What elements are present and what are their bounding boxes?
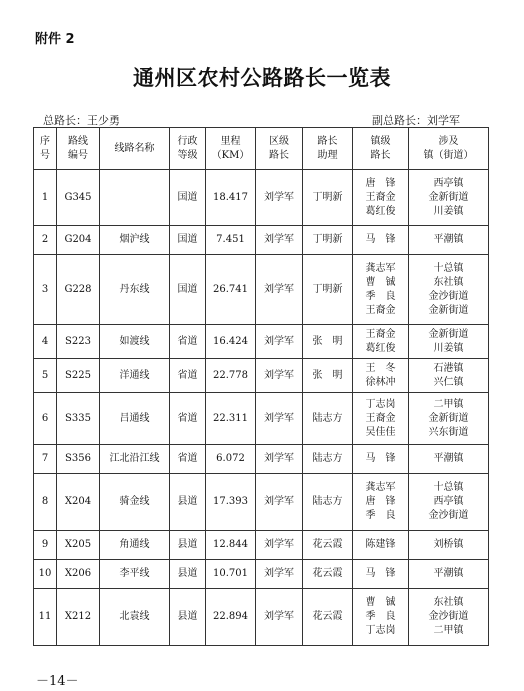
admin-grade-cell: 县道 [170, 474, 206, 531]
route-name-cell: 如渡线 [100, 325, 170, 359]
town-leader: 葛红俊 [365, 205, 396, 217]
header-text: 涉及 [438, 135, 459, 147]
col-admin-grade-header [170, 128, 206, 170]
header-text: 镇（街道） [423, 149, 474, 161]
town-name: 金沙街道 [428, 290, 469, 302]
town-name: 东社镇 [433, 276, 464, 288]
town-name: 金沙街道 [428, 510, 469, 521]
route-name-cell: 北袁线 [100, 589, 170, 646]
route-name-cell: 骑金线 [100, 474, 170, 531]
mileage-cell: 22.778 [206, 359, 256, 393]
route-code-cell: X206 [57, 560, 100, 589]
mileage-cell: 16.424 [206, 325, 256, 359]
route-name-cell: 丹东线 [100, 255, 170, 325]
district-leader-cell: 刘学军 [256, 393, 303, 445]
town-name: 二甲镇 [433, 398, 464, 410]
route-name-cell: 江北沿江线 [100, 445, 170, 474]
town-leader: 唐 锋 [365, 177, 396, 189]
town-leader: 葛红俊 [365, 342, 396, 354]
road-assistant-cell: 陆志方 [303, 445, 353, 474]
town-leader: 王裔金 [365, 328, 396, 340]
town-leader: 马 锋 [365, 453, 396, 464]
col-assistant-header [303, 128, 353, 170]
mileage-cell: 18.417 [206, 170, 256, 226]
town-name: 二甲镇 [433, 625, 464, 636]
town-leader: 曹 铖 [365, 597, 396, 608]
road-assistant-cell: 丁明新 [303, 170, 353, 226]
table-row [34, 226, 489, 255]
header-text: 路长 [317, 135, 338, 147]
route-code-cell: S335 [57, 393, 100, 445]
header-text: 号 [40, 149, 50, 161]
row-number-cell: 9 [34, 531, 57, 560]
admin-grade-cell: 国道 [170, 255, 206, 325]
district-leader-cell: 刘学军 [256, 531, 303, 560]
col-district-leader-header [256, 128, 303, 170]
route-code-cell: S223 [57, 325, 100, 359]
town-name: 平潮镇 [433, 453, 464, 464]
road-assistant-cell: 丁明新 [303, 255, 353, 325]
road-assistant-cell: 陆志方 [303, 474, 353, 531]
town-names-cell [409, 325, 489, 359]
town-name: 十总镇 [433, 482, 464, 493]
town-leader: 徐林冲 [365, 376, 396, 388]
header-text: 线路名称 [114, 142, 155, 154]
town-names-cell [409, 359, 489, 393]
town-name: 西亭镇 [433, 496, 464, 507]
town-leaders-cell [353, 359, 409, 393]
district-leader-cell: 刘学军 [256, 589, 303, 646]
town-leaders-cell [353, 393, 409, 445]
town-name: 东社镇 [433, 597, 464, 608]
town-leader: 丁志岗 [365, 625, 396, 636]
town-leaders-cell [353, 170, 409, 226]
town-leaders-cell [353, 474, 409, 531]
table-header [34, 128, 489, 170]
mileage-cell: 26.741 [206, 255, 256, 325]
chief-road-leader: 总路长：王少勇 [43, 114, 120, 127]
road-assistant-cell: 丁明新 [303, 226, 353, 255]
col-town-leader-header [353, 128, 409, 170]
town-leader: 曹 铖 [365, 276, 396, 288]
town-name: 西亭镇 [433, 177, 464, 189]
town-name: 金新街道 [428, 328, 469, 340]
town-names-cell [409, 445, 489, 474]
town-leader: 季 良 [365, 290, 396, 302]
table-row [34, 474, 489, 531]
district-leader-cell: 刘学军 [256, 560, 303, 589]
header-text: 区级 [269, 135, 289, 147]
row-number-cell: 2 [34, 226, 57, 255]
town-name: 平潮镇 [433, 234, 464, 245]
district-leader-cell: 刘学军 [256, 359, 303, 393]
route-code-cell: X212 [57, 589, 100, 646]
admin-grade-cell: 省道 [170, 359, 206, 393]
town-leader: 龚志军 [365, 482, 396, 493]
town-name: 川姜镇 [433, 205, 464, 217]
town-leader: 陈建锋 [365, 539, 396, 550]
table-row [34, 445, 489, 474]
table-row [34, 359, 489, 393]
route-name-cell: 李平线 [100, 560, 170, 589]
district-leader-cell: 刘学军 [256, 226, 303, 255]
town-leaders-cell [353, 325, 409, 359]
route-name-cell: 吕通线 [100, 393, 170, 445]
town-leader: 王裔金 [365, 304, 396, 316]
row-number-cell: 4 [34, 325, 57, 359]
deputy-road-leader: 副总路长：刘学军 [372, 114, 460, 127]
route-code-cell: X204 [57, 474, 100, 531]
town-leader: 龚志军 [365, 262, 396, 274]
town-name: 金新街道 [428, 412, 469, 424]
col-towns-header [409, 128, 489, 170]
town-leaders-cell [353, 255, 409, 325]
table-row [34, 170, 489, 226]
town-name: 石港镇 [433, 362, 464, 374]
row-number-cell: 8 [34, 474, 57, 531]
admin-grade-cell: 县道 [170, 589, 206, 646]
header-text: 里程 [220, 135, 241, 147]
town-names-cell [409, 474, 489, 531]
col-mileage-header [206, 128, 256, 170]
table-row [34, 393, 489, 445]
header-text: 镇级 [370, 135, 391, 147]
town-leader: 马 锋 [365, 568, 396, 579]
header-text: 路长 [370, 149, 391, 161]
district-leader-cell: 刘学军 [256, 445, 303, 474]
town-names-cell [409, 170, 489, 226]
road-assistant-cell: 张 明 [303, 325, 353, 359]
district-leader-cell: 刘学军 [256, 474, 303, 531]
table-row [34, 531, 489, 560]
mileage-cell: 17.393 [206, 474, 256, 531]
header-text: 助理 [317, 149, 338, 161]
route-code-cell: G345 [57, 170, 100, 226]
mileage-cell: 22.894 [206, 589, 256, 646]
town-leader: 季 良 [365, 510, 396, 521]
table-row [34, 589, 489, 646]
town-leader: 唐 锋 [365, 496, 396, 507]
row-number-cell: 7 [34, 445, 57, 474]
mileage-cell: 12.844 [206, 531, 256, 560]
header-text: 路长 [269, 149, 289, 161]
header-text: 序 [40, 135, 50, 147]
town-leader: 吴佳佳 [365, 426, 396, 438]
header-text: 路线 [68, 135, 88, 147]
page-title: 通州区农村公路路长一览表 [133, 65, 391, 90]
col-no-header [34, 128, 57, 170]
route-name-cell: 洋通线 [100, 359, 170, 393]
road-assistant-cell: 张 明 [303, 359, 353, 393]
town-name: 十总镇 [433, 262, 464, 274]
town-leaders-cell [353, 531, 409, 560]
town-names-cell [409, 255, 489, 325]
admin-grade-cell: 国道 [170, 226, 206, 255]
row-number-cell: 3 [34, 255, 57, 325]
admin-grade-cell: 县道 [170, 531, 206, 560]
town-leaders-cell [353, 589, 409, 646]
town-names-cell [409, 560, 489, 589]
town-name: 金新街道 [428, 304, 469, 316]
attachment-label: 附件 2 [35, 32, 75, 47]
page-number: －14－ [36, 674, 79, 689]
town-names-cell [409, 393, 489, 445]
town-name: 平潮镇 [433, 568, 464, 579]
row-number-cell: 5 [34, 359, 57, 393]
table-row [34, 325, 489, 359]
route-code-cell: S356 [57, 445, 100, 474]
road-assistant-cell: 陆志方 [303, 393, 353, 445]
town-name: 川姜镇 [433, 342, 464, 354]
route-code-cell: S225 [57, 359, 100, 393]
road-assistant-cell: 花云霞 [303, 531, 353, 560]
district-leader-cell: 刘学军 [256, 255, 303, 325]
town-name: 兴仁镇 [433, 376, 464, 388]
town-name: 金沙街道 [428, 611, 469, 622]
row-number-cell: 11 [34, 589, 57, 646]
admin-grade-cell: 省道 [170, 325, 206, 359]
town-names-cell [409, 226, 489, 255]
town-name: 金新街道 [428, 191, 469, 203]
route-name-cell: 角通线 [100, 531, 170, 560]
header-text: 行政 [177, 135, 198, 147]
mileage-cell: 10.701 [206, 560, 256, 589]
district-leader-cell: 刘学军 [256, 325, 303, 359]
row-number-cell: 6 [34, 393, 57, 445]
table-body [34, 170, 489, 646]
town-name: 刘桥镇 [433, 539, 464, 550]
route-code-cell: G228 [57, 255, 100, 325]
district-leader-cell: 刘学军 [256, 170, 303, 226]
mileage-cell: 7.451 [206, 226, 256, 255]
header-text: （KM） [211, 149, 250, 161]
admin-grade-cell: 国道 [170, 170, 206, 226]
town-leader: 丁志岗 [365, 398, 396, 410]
town-leaders-cell [353, 226, 409, 255]
town-names-cell [409, 589, 489, 646]
town-leader: 季 良 [365, 611, 396, 622]
mileage-cell: 6.072 [206, 445, 256, 474]
route-code-cell: X205 [57, 531, 100, 560]
admin-grade-cell: 省道 [170, 393, 206, 445]
town-name: 兴东街道 [428, 426, 469, 438]
admin-grade-cell: 县道 [170, 560, 206, 589]
route-name-cell [100, 170, 170, 226]
col-route-name-header [100, 128, 170, 170]
road-leader-table [33, 127, 489, 646]
table-row [34, 255, 489, 325]
row-number-cell: 10 [34, 560, 57, 589]
town-leader: 王 冬 [365, 362, 396, 374]
header-text: 编号 [68, 149, 88, 161]
route-name-cell: 烟沪线 [100, 226, 170, 255]
road-assistant-cell: 花云霞 [303, 560, 353, 589]
town-leader: 王裔金 [365, 412, 396, 424]
admin-grade-cell: 省道 [170, 445, 206, 474]
town-leaders-cell [353, 560, 409, 589]
town-leader: 马 锋 [365, 234, 396, 245]
town-names-cell [409, 531, 489, 560]
table-row [34, 560, 489, 589]
row-number-cell: 1 [34, 170, 57, 226]
mileage-cell: 22.311 [206, 393, 256, 445]
col-route-code-header [57, 128, 100, 170]
route-code-cell: G204 [57, 226, 100, 255]
town-leader: 王裔金 [365, 191, 396, 203]
header-text: 等级 [177, 149, 198, 161]
road-assistant-cell: 花云霞 [303, 589, 353, 646]
town-leaders-cell [353, 445, 409, 474]
